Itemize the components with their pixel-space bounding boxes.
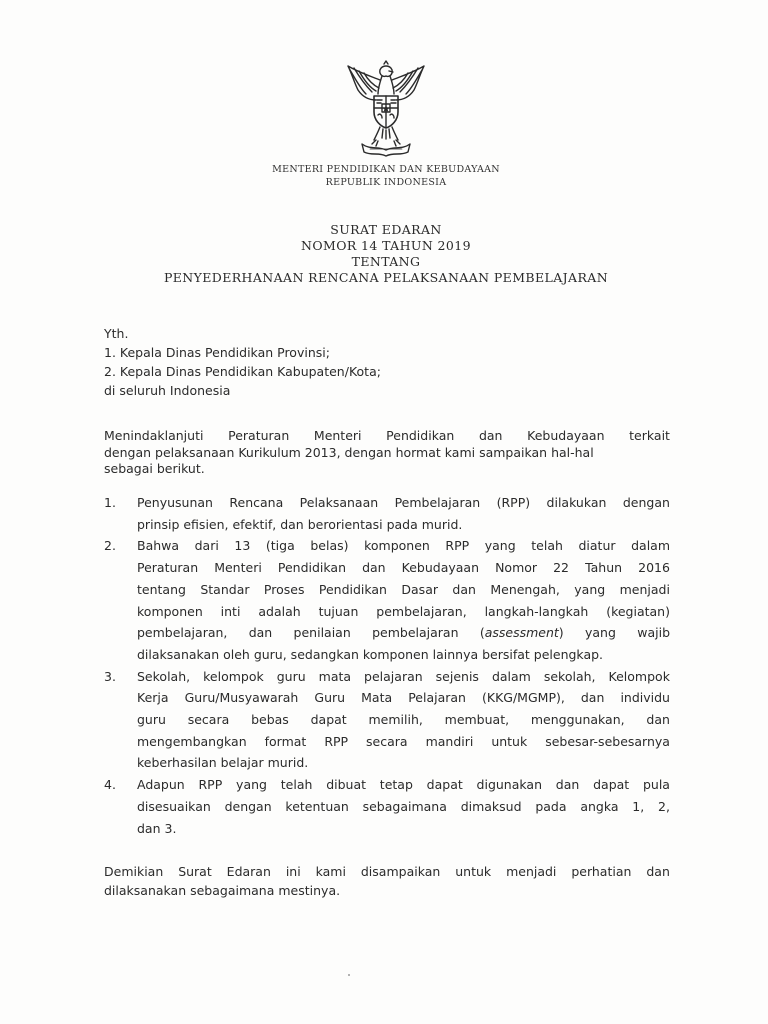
intro-paragraph: [104, 428, 670, 478]
title-line-3: TENTANG: [351, 254, 421, 269]
list-item: [104, 666, 670, 775]
list-item-line: Sekolah, kelompok guru mata pelajaran sejenis dalam sekolah, Kelompok: [137, 668, 670, 684]
list-item: [104, 535, 670, 665]
greeting: Yth.: [104, 326, 129, 341]
document-title: [0, 222, 768, 286]
garuda-emblem-icon: [336, 60, 436, 160]
list-item: [104, 492, 670, 535]
ministry-name: MENTERI PENDIDIKAN DAN KEBUDAYAAN: [272, 164, 500, 175]
list-item-line: komponen inti adalah tujuan pembelajaran, langkah-langkah (kegiatan): [137, 603, 670, 619]
list-item-line: tentang Standar Proses Pendidikan Dasar dan Menengah, yang menjadi: [137, 581, 670, 597]
numbered-list: [104, 492, 670, 839]
closing-paragraph: [104, 862, 670, 900]
list-item-line: disesuaikan dengan ketentuan sebagaimana dimaksud pada angka 1, 2,: [137, 798, 670, 814]
country-name: REPUBLIK INDONESIA: [325, 177, 447, 188]
intro-line-1: [104, 428, 670, 445]
addressee-block: [104, 324, 381, 400]
intro-word: Peraturan: [228, 428, 290, 443]
addressee-1: 1. Kepala Dinas Pendidikan Provinsi;: [104, 345, 330, 360]
list-item-line: mengembangkan format RPP secara mandiri untuk sebesar-sebesarnya: [137, 733, 670, 749]
intro-line-3: sebagai berikut.: [104, 461, 205, 476]
list-item-line: guru secara bebas dapat memilih, membuat, menggunakan, dan: [137, 712, 670, 728]
intro-word: Menteri: [313, 428, 362, 443]
list-item-number: 1.: [104, 495, 116, 510]
list-item-line: keberhasilan belajar murid.: [137, 755, 309, 771]
list-item-line: Kerja Guru/Musyawarah Guru Mata Pelajaran (KKG/MGMP), dan individu: [137, 690, 670, 706]
list-item-number: 4.: [104, 777, 116, 793]
intro-word: Kebudayaan: [527, 428, 605, 443]
list-item-line: Adapun RPP yang telah dibuat tetap dapat digunakan dan dapat pula: [137, 777, 670, 793]
list-item-line: Peraturan Menteri Pendidikan dan Kebudayaan Nomor 22 Tahun 2016: [137, 560, 670, 576]
list-item-line: dan 3.: [137, 820, 177, 836]
addressee-2: 2. Kepala Dinas Pendidikan Kabupaten/Kota;: [104, 364, 381, 379]
list-item-line: pembelajaran, dan penilaian pembelajaran (assessment) yang wajib: [137, 625, 670, 641]
title-line-1: SURAT EDARAN: [330, 222, 442, 237]
list-item-number: 2.: [104, 538, 116, 554]
list-item-line: Bahwa dari 13 (tiga belas) komponen RPP yang telah diatur dalam: [137, 538, 670, 554]
intro-word: terkait: [629, 428, 670, 443]
list-item-line: prinsip efisien, efektif, dan berorientasi pada murid.: [137, 516, 463, 532]
intro-line-2: dengan pelaksanaan Kurikulum 2013, dengan hormat kami sampaikan hal-hal: [104, 444, 594, 460]
closing-line-1: Demikian Surat Edaran ini kami disampaikan untuk menjadi perhatian dan: [104, 864, 670, 879]
list-item: [104, 774, 670, 839]
addressee-region: di seluruh Indonesia: [104, 383, 231, 398]
scan-speck: [348, 974, 350, 976]
list-item-number: 3.: [104, 668, 116, 684]
list-item-line: Penyusunan Rencana Pelaksanaan Pembelajaran (RPP) dilakukan dengan: [137, 495, 670, 510]
intro-word: Pendidikan: [386, 428, 455, 443]
title-line-2: NOMOR 14 TAHUN 2019: [301, 238, 471, 253]
closing-line-2: dilaksanakan sebagaimana mestinya.: [104, 883, 341, 898]
intro-word: Menindaklanjuti: [104, 428, 204, 443]
intro-word: dan: [478, 428, 503, 443]
list-item-line: dilaksanakan oleh guru, sedangkan komponen lainnya bersifat pelengkap.: [137, 646, 604, 662]
ministry-header: [0, 163, 768, 189]
title-line-4: PENYEDERHANAAN RENCANA PELAKSANAAN PEMBELAJARAN: [163, 270, 609, 285]
